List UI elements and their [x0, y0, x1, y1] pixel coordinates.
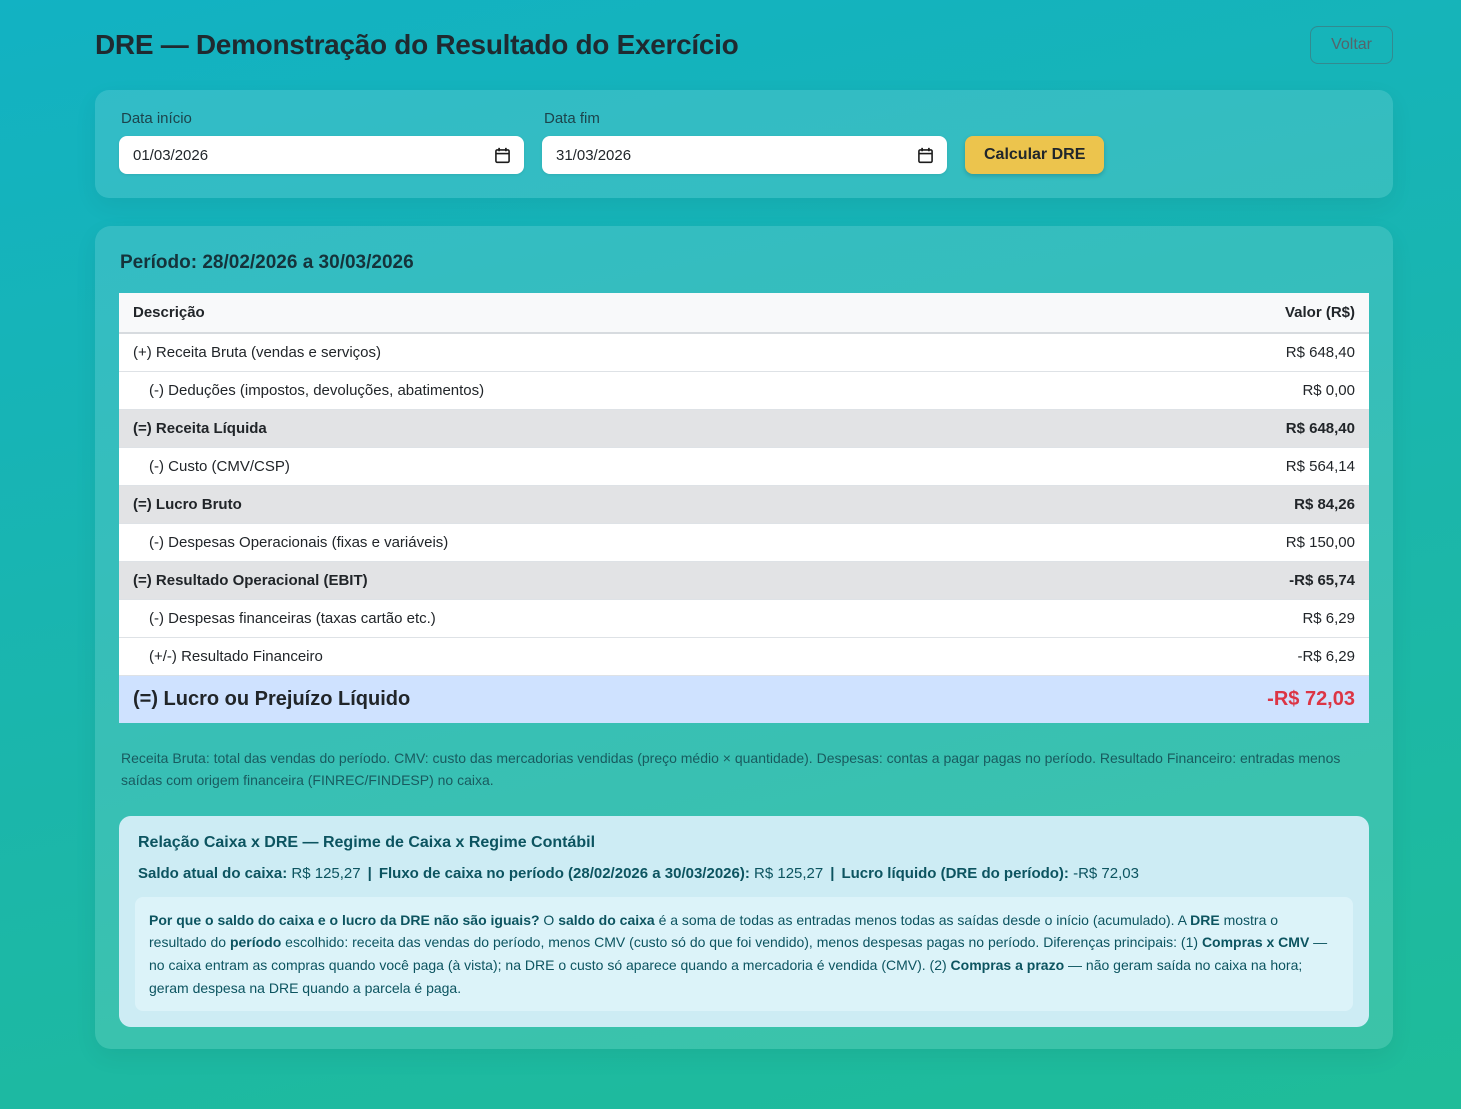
table-row-net-result [119, 676, 1369, 724]
table-row-subtotal [119, 410, 1369, 448]
start-date-value: 01/03/2026 [133, 146, 209, 164]
row-value: R$ 150,00 [1076, 524, 1369, 562]
row-label: (-) Despesas Operacionais (fixas e variáveis) [119, 524, 1076, 562]
row-label: (-) Despesas financeiras (taxas cartão etc.) [119, 600, 1076, 638]
explanation-bold: Compras x CMV [1201, 934, 1310, 951]
explanation-text: escolhido: receita das vendas do período, menos CMV (custo só do que foi vendido), menos despesas pagas no período. Diferenças principais: (1) [281, 934, 1202, 951]
filter-card [95, 90, 1393, 198]
explanation-text: O [539, 911, 559, 928]
row-value: R$ 84,26 [1076, 486, 1369, 524]
cash-vs-dre-info-box [119, 816, 1369, 1028]
end-date-field [542, 108, 947, 174]
explanation-bold: saldo do caixa [558, 911, 655, 928]
start-date-input[interactable] [119, 136, 524, 174]
row-value: -R$ 6,29 [1076, 638, 1369, 676]
row-value: R$ 648,40 [1076, 333, 1369, 372]
start-date-field [119, 108, 524, 174]
table-row [119, 448, 1369, 486]
explanation-bold: DRE [1190, 911, 1220, 928]
net-profit-label: Lucro líquido (DRE do período): [841, 864, 1069, 882]
row-value: R$ 0,00 [1076, 372, 1369, 410]
row-label: (+/-) Resultado Financeiro [119, 638, 1076, 676]
explanation-text: é a soma de todas as entradas menos todas as saídas desde o início (acumulado). A [654, 911, 1191, 928]
page-header [95, 26, 1393, 64]
page-title: DRE — Demonstração do Resultado do Exercício [95, 29, 739, 60]
period-title: Período: 28/02/2026 a 30/03/2026 [120, 252, 414, 273]
row-label: (=) Lucro Bruto [119, 486, 1076, 524]
explanation-text: — no caixa entram as compras quando você paga (à vista); na DRE o custo só aparece quando a mercadoria é vendida (CMV). (2) [149, 934, 1328, 974]
back-button[interactable]: Voltar [1310, 26, 1393, 64]
cash-balance-value: R$ 125,27 [291, 864, 361, 882]
explanation-bold: Compras a prazo [950, 957, 1065, 974]
dre-table [119, 293, 1369, 723]
end-date-value: 31/03/2026 [556, 146, 632, 164]
row-value: R$ 6,29 [1076, 600, 1369, 638]
table-row [119, 372, 1369, 410]
column-header-description: Descrição [119, 293, 1076, 333]
cash-flow-value: R$ 125,27 [754, 864, 824, 882]
explanation-text: mostra o resultado do [149, 911, 1279, 951]
table-row [119, 524, 1369, 562]
table-row [119, 333, 1369, 372]
calendar-icon[interactable] [494, 147, 511, 164]
separator: | [367, 864, 372, 882]
report-card [95, 226, 1393, 1049]
explanation-text: — não geram saída no caixa na hora; geram despesa na DRE quando a parcela é paga. [149, 957, 1303, 996]
row-label: (-) Deduções (impostos, devoluções, abatimentos) [119, 372, 1076, 410]
calendar-icon[interactable] [917, 147, 934, 164]
row-value: -R$ 65,74 [1076, 562, 1369, 600]
cash-balance-label: Saldo atual do caixa: [138, 864, 288, 882]
table-row [119, 638, 1369, 676]
table-row-subtotal [119, 486, 1369, 524]
table-row [119, 600, 1369, 638]
row-value: R$ 564,14 [1076, 448, 1369, 486]
net-result-value: -R$ 72,03 [1267, 688, 1355, 710]
column-header-value: Valor (R$) [1076, 293, 1369, 333]
net-result-label: (=) Lucro ou Prejuízo Líquido [133, 688, 411, 710]
cash-flow-label: Fluxo de caixa no período (28/02/2026 a 30/03/2026): [378, 864, 750, 882]
end-date-input[interactable] [542, 136, 947, 174]
table-row-subtotal [119, 562, 1369, 600]
explanation-question: Por que o saldo do caixa e o lucro da DRE não são iguais? [149, 911, 540, 928]
row-label: (=) Receita Líquida [119, 410, 1076, 448]
end-date-label: Data fim [544, 110, 600, 127]
calculate-dre-button[interactable]: Calcular DRE [965, 136, 1104, 174]
table-footnote: Receita Bruta: total das vendas do período. CMV: custo das mercadorias vendidas (preço médio × quantidade). Despesas: contas a pagar pagas no período. Resultado Financeiro: entradas menos saídas com origem financeira (FINREC/FINDESP) no caixa. [121, 750, 1341, 789]
row-label: (+) Receita Bruta (vendas e serviços) [119, 333, 1076, 372]
net-profit-value: -R$ 72,03 [1073, 864, 1139, 882]
start-date-label: Data início [121, 110, 192, 127]
page-container [95, 0, 1393, 1049]
separator: | [830, 864, 835, 882]
row-label: (=) Resultado Operacional (EBIT) [119, 562, 1076, 600]
row-label: (-) Custo (CMV/CSP) [119, 448, 1076, 486]
explanation-bold: período [229, 934, 282, 951]
row-value: R$ 648,40 [1076, 410, 1369, 448]
info-box-summary [138, 863, 1351, 884]
info-box-title: Relação Caixa x DRE — Regime de Caixa x Regime Contábil [138, 833, 596, 851]
table-header-row [119, 293, 1369, 333]
info-box-explanation [135, 897, 1353, 1012]
